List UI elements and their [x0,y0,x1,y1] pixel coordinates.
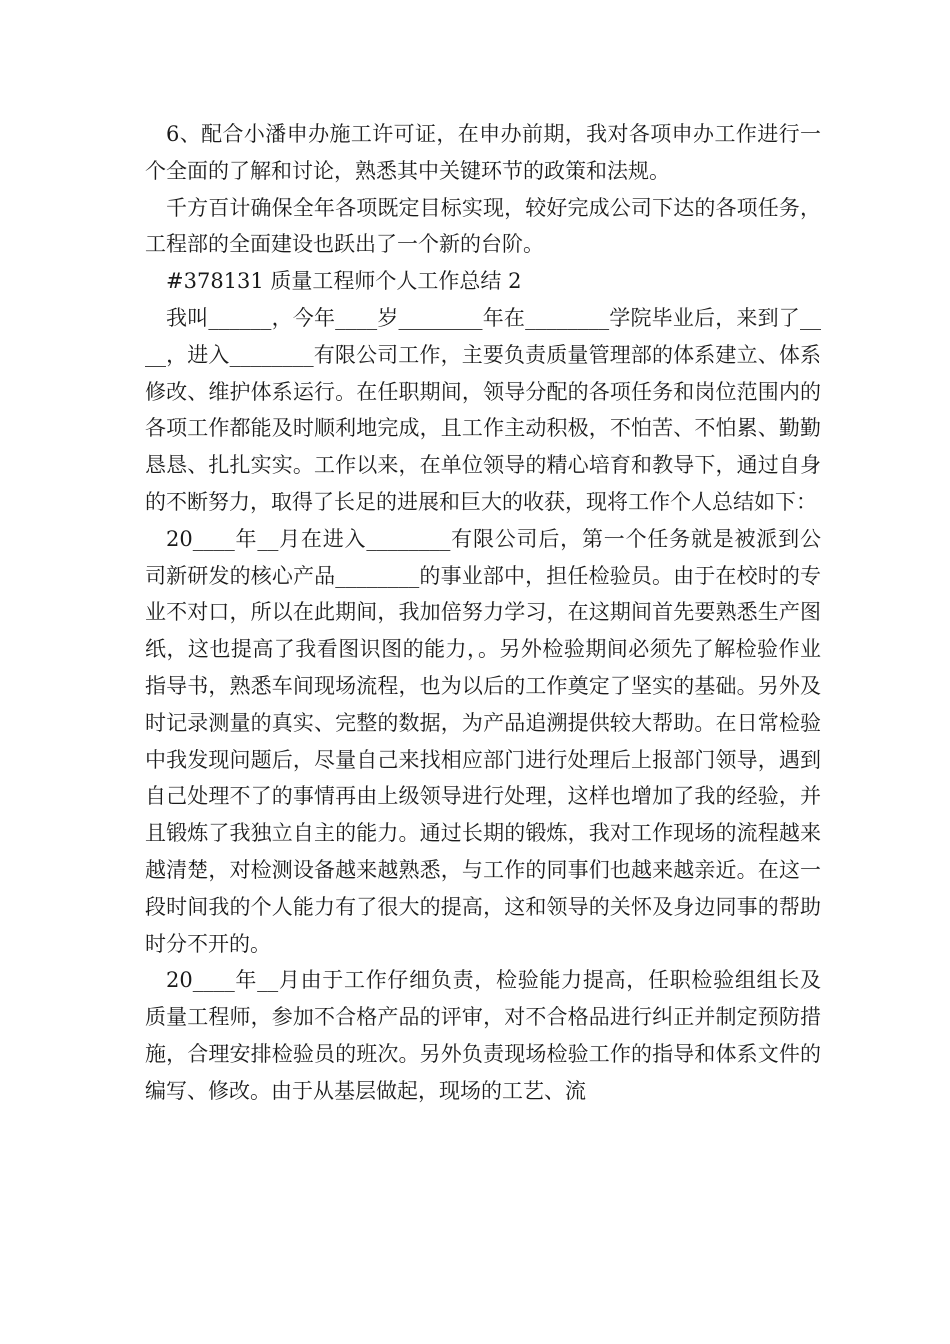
paragraph-inspector-period: 20____年__月在进入________有限公司后，第一个任务就是被派到公司新研发的核心产品________的事业部中，担任检验员。由于在校时的专业不对口，所以在此期间，我加倍努力学习，在这期间首先要熟悉生产图纸，这也提高了我看图识图的能力，。另外检验期间必须先了解检验作业指导书，熟悉车间现场流程，也为以后的工作奠定了坚实的基础。另外及时记录测量的真实、完整的数据，为产品追溯提供较大帮助。在日常检验中我发现问题后，尽量自己来找相应部门进行处理后上报部门领导，遇到自己处理不了的事情再由上级领导进行处理，这样也增加了我的经验，并且锻炼了我独立自主的能力。通过长期的锻炼，我对工作现场的流程越来越清楚，对检测设备越来越熟悉，与工作的同事们也越来越亲近。在这一段时间我的个人能力有了很大的提高，这和领导的关怀及身边同事的帮助时分不开的。 [145,526,821,956]
paragraph-conclusion: 千方百计确保全年各项既定目标实现，较好完成公司下达的各项任务，工程部的全面建设也跃出了一个新的台阶。 [145,195,821,257]
section-heading: #378131 质量工程师个人工作总结 2 [166,269,522,294]
paragraph-intro: 我叫______，今年____岁________年在________学院毕业后，来到了____，进入________有限公司工作，主要负责质量管理部的体系建立、体系修改、维护体系运行。在任职期间，领导分配的各项任务和岗位范围内的各项工作都能及时顺利地完成，且工作主动积极，不怕苦、不怕累、勤勤恳恳、扎扎实实。工作以来，在单位领导的精心培育和教导下，通过自身的不断努力，取得了长足的进展和巨大的收获，现将工作个人总结如下： [145,305,821,514]
paragraph-item-6: 6、配合小潘申办施工许可证，在申办前期，我对各项申办工作进行一个全面的了解和讨论，熟悉其中关键环节的政策和法规。 [145,122,821,183]
document-body [145,116,821,1110]
paragraph-group-leader-period: 20____年__月由于工作仔细负责，检验能力提高，任职检验组组长及质量工程师，参加不合格产品的评审，对不合格品进行纠正并制定预防措施，合理安排检验员的班次。另外负责现场检验工作的指导和体系文件的编写、修改。由于从基层做起，现场的工艺、流 [145,968,821,1103]
